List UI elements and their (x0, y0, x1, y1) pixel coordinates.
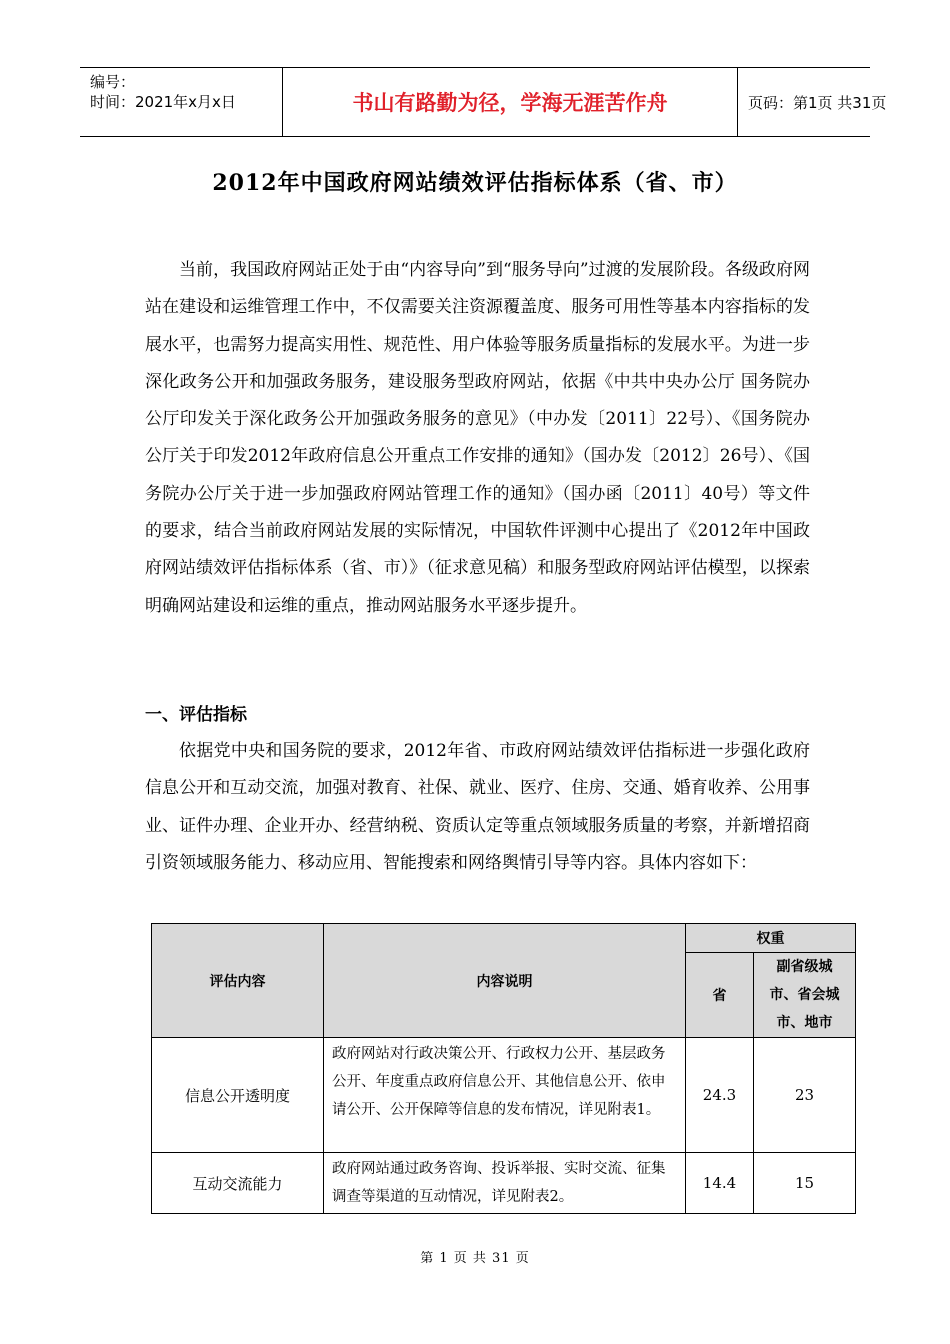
row-province-weight: 14.4 (686, 1153, 754, 1214)
row-description: 政府网站通过政务咨询、投诉举报、实时交流、征集调查等渠道的互动情况，详见附表2。 (324, 1153, 686, 1214)
document-number: 编号： (90, 73, 136, 91)
header-description: 内容说明 (324, 924, 686, 1038)
row-name: 互动交流能力 (152, 1153, 324, 1214)
document-time: 时间：2021年x月x日 (90, 93, 236, 111)
header-weight: 权重 (686, 924, 856, 953)
header-meta (80, 68, 280, 136)
row-province-weight: 24.3 (686, 1038, 754, 1153)
header-city-line: 副省级城 (776, 959, 833, 975)
header-city-line: 市、省会城 (769, 987, 840, 1003)
header-province: 省 (686, 953, 754, 1038)
header-page-number: 页码：第1页 共31页 (748, 93, 887, 112)
page-footer: 第 1 页 共 31 页 (420, 1251, 530, 1266)
header-city-line: 市、地市 (776, 1015, 833, 1031)
table-row (152, 1153, 856, 1214)
page-header (80, 67, 887, 137)
row-name: 信息公开透明度 (152, 1038, 324, 1153)
intro-paragraph: 当前，我国政府网站正处于由“内容导向”到“服务导向”过渡的发展阶段。各级政府网站在建设和运维管理工作中，不仅需要关注资源覆盖度、服务可用性等基本内容指标的发展水平，也需努力提高实用性、规范性、用户体验等服务质量指标的发展水平。为进一步深化政务公开和加强政务服务，建设服务型政府网站，依据《中共中央办公厅 国务院办公厅印发关于深化政务公开加强政务服务的意见》（中办发〔2011〕22号）、《国务院办公厅关于印发2012年政府信息公开重点工作安排的通知》（国办发〔2012〕26号）、《国务院办公厅关于进一步加强政府网站管理工作的通知》（国办函〔2011〕40号）等文件的要求，结合当前政府网站发展的实际情况，中国软件评测中心提出了《2012年中国政府网站绩效评估指标体系（省、市）》（征求意见稿）和服务型政府网站评估模型，以探索明确网站建设和运维的重点，推动网站服务水平逐步提升。 (145, 260, 810, 616)
row-city-weight: 15 (754, 1153, 856, 1214)
section-heading: 一、评估指标 (145, 705, 247, 725)
header-city (754, 953, 856, 1038)
header-content: 评估内容 (152, 924, 324, 1038)
table-row (152, 1038, 856, 1153)
document-title: 2012年中国政府网站绩效评估指标体系（省、市） (212, 170, 738, 196)
header-slogan: 书山有路勤为径，学海无涯苦作舟 (282, 68, 738, 136)
indicator-table (151, 923, 856, 1214)
row-description: 政府网站对行政决策公开、行政权力公开、基层政务公开、年度重点政府信息公开、其他信息公开、依申请公开、公开保障等信息的发布情况，详见附表1。 (324, 1038, 686, 1153)
section-paragraph: 依据党中央和国务院的要求，2012年省、市政府网站绩效评估指标进一步强化政府信息公开和互动交流，加强对教育、社保、就业、医疗、住房、交通、婚育收养、公用事业、证件办理、企业开办、经营纳税、资质认定等重点领域服务质量的考察，并新增招商引资领域服务能力、移动应用、智能搜索和网络舆情引导等内容。具体内容如下： (145, 741, 810, 873)
row-city-weight: 23 (754, 1038, 856, 1153)
